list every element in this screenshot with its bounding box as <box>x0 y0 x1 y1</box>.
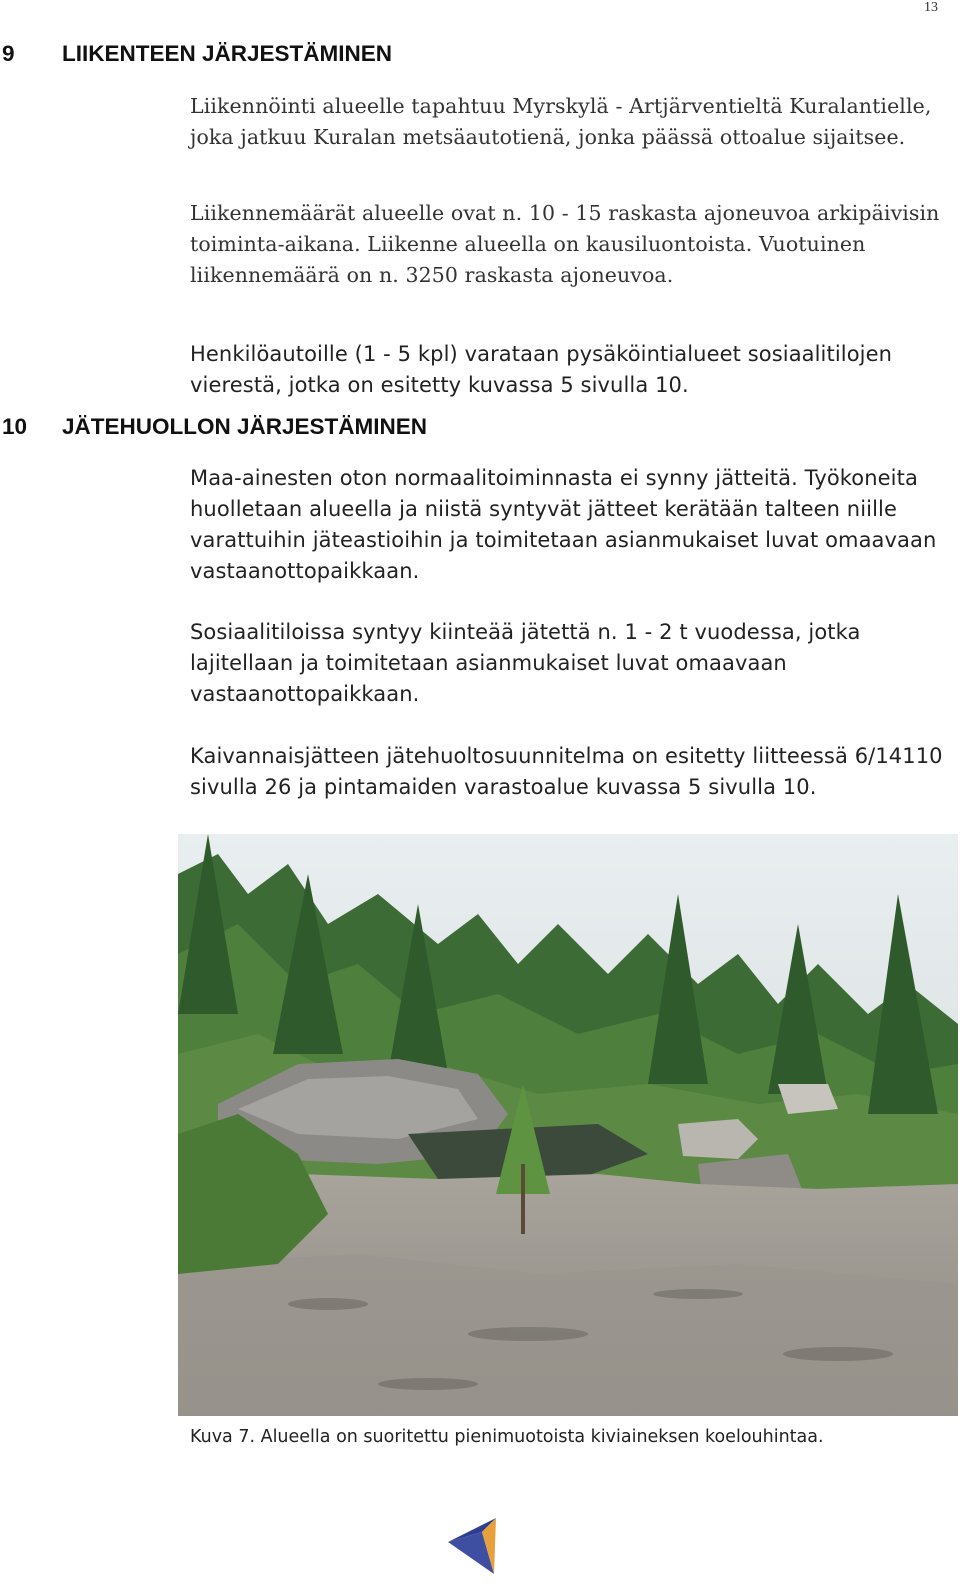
quarry-photo <box>178 834 958 1416</box>
section-9-paragraph-3: Henkilöautoille (1 - 5 kpl) varataan pysäköintialueet sosiaalitilojen vierestä, jotka on esitetty kuvassa 5 sivulla 10. <box>190 342 893 397</box>
section-10-title: JÄTEHUOLLON JÄRJESTÄMINEN <box>62 414 428 439</box>
figure-caption: Kuva 7. Alueella on suoritettu pienimuotoista kiviaineksen koelouhintaa. <box>190 1427 824 1447</box>
section-9-heading <box>0 41 392 67</box>
company-logo <box>448 1518 498 1578</box>
section-9-paragraph-1: Liikennöinti alueelle tapahtuu Myrskylä - Artjärventieltä Kuralantielle, joka jatkuu Kuralan metsäautotienä, jonka päässä ottoalue sijaitsee. <box>190 94 932 149</box>
section-10-heading <box>0 414 427 440</box>
page-number: 13 <box>924 0 938 15</box>
section-10-number: 10 <box>2 414 28 439</box>
section-10-paragraph-2: Sosiaalitiloissa syntyy kiinteää jätettä n. 1 - 2 t vuodessa, jotka lajitellaan ja toimitetaan asianmukaiset luvat omaavaan vastaanottopaikkaan. <box>190 620 861 706</box>
section-9-paragraph-2: Liikennemäärät alueelle ovat n. 10 - 15 raskasta ajoneuvoa arkipäivisin toiminta-aikana. Liikenne alueella on kausiluontoista. Vuotuinen liikennemäärä on n. 3250 raskasta ajoneuvoa. <box>190 201 940 287</box>
section-10-paragraph-3: Kaivannaisjätteen jätehuoltosuunnitelma on esitetty liitteessä 6/14110 sivulla 26 ja pintamaiden varastoalue kuvassa 5 sivulla 10. <box>190 744 943 799</box>
section-9-number: 9 <box>2 41 15 66</box>
section-10-paragraph-1: Maa-ainesten oton normaalitoiminnasta ei synny jätteitä. Työkoneita huolletaan alueella ja niistä syntyvät jätteet kerätään talteen niille varattuihin jäteastioihin ja toimitetaan asianmukaiset luvat omaavaan vastaanottopaikkaan. <box>190 466 937 583</box>
section-9-title: LIIKENTEEN JÄRJESTÄMINEN <box>62 41 393 66</box>
